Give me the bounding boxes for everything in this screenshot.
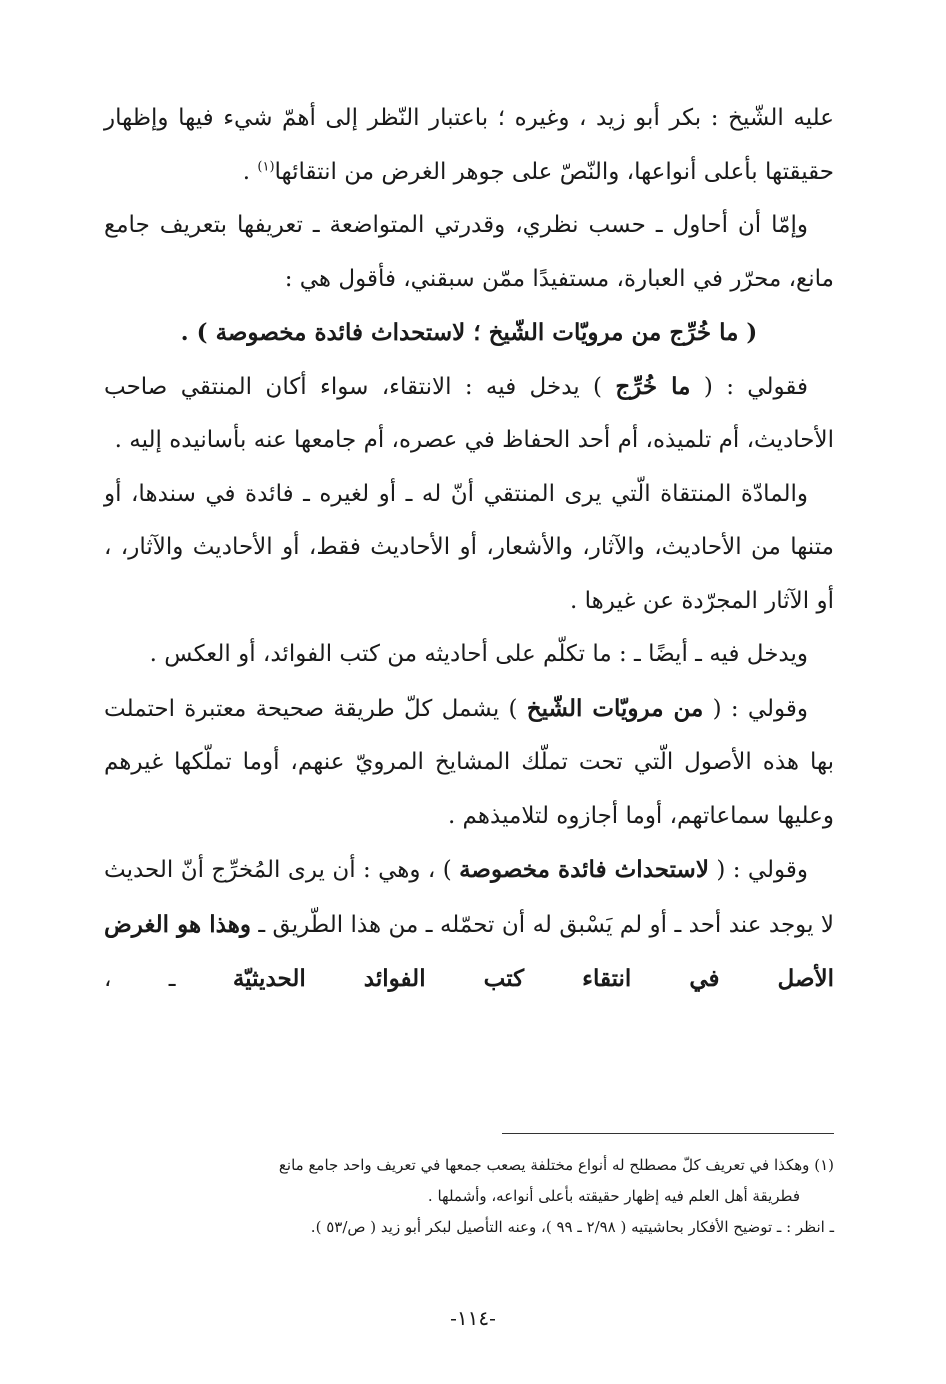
main-text <box>104 92 834 1007</box>
paragraph-7-lead: وقولي : ( <box>716 857 808 883</box>
paragraph-2: وإمّا أن أحاول ـ حسب نظري، وقدرتي المتواضعة ـ تعريفها بتعريف جامع مانع، محرّر في العبارة، مستفيدًا ممّن سبقني، فأقول هي : <box>104 212 834 292</box>
paragraph-7-text: ) ، وهي : أن يرى المُخرِّج أنّ الحديث لا يوجد عند أحد ـ أو لم يَسْبق له أن تحمّله ـ من هذا الطّريق ـ <box>104 857 835 938</box>
paragraph-3-term: ما خُرِّج <box>615 372 691 400</box>
footnotes <box>104 1150 834 1243</box>
footnote-1-marker: (١) <box>814 1156 834 1174</box>
paragraph-6 <box>104 682 834 844</box>
page-number: -١١٤- <box>450 1306 496 1330</box>
paragraph-6-lead: وقولي : ( <box>712 695 809 722</box>
paragraph-6-text: ) يشمل كلّ طريقة صحيحة معتبرة احتملت بها هذه الأصول الّتي تحت تملّك المشايخ المرويّ عنهم، أوما تملّكها غيرهم وعليها سماعاتهم، أوما أجازوه لتلاميذهم . <box>104 695 834 829</box>
paragraph-1-text: عليه الشّيخ : بكر أبو زيد ، وغيره ؛ باعتبار النّظر إلى أهمّ شيء فيها وإظهار حقيقتها بأعلى أنواعها، والنّصّ على جوهر الغرض من انتقائها <box>104 105 834 185</box>
footnote-1-line-1: وهكذا في تعريف كلّ مصطلح له أنواع مختلفة يصعب جمعها في تعريف واحد جامع مانع <box>278 1156 810 1174</box>
paragraph-7-end: ـ ، <box>104 966 176 992</box>
paragraph-5: ويدخل فيه ـ أيضًا ـ : ما تكلّم على أحاديثه من كتب الفوائد، أو العكس . <box>149 641 808 667</box>
paragraph-4: والمادّة المنتقاة الّتي يرى المنتقي أنّ له ـ أو لغيره ـ فائدة في سندها، أو متنها من الأحاديث، والآثار، والأشعار، أو الأحاديث فقط، أو الأحاديث والآثار، ، أو الآثار المجرّدة عن غيرها . <box>104 480 834 614</box>
paragraph-3-text: ) يدخل فيه : الانتقاء، سواء أكان المنتقي صاحب الأحاديث، أم تلميذه، أم أحد الحفاظ في عصره، أم جامعها عنه بأسانيده إليه . <box>104 373 834 453</box>
footnote-1-line-3: ـ انظر : ـ توضيح الأفكار بحاشيتيه ( ٢/٩٨ ـ ٩٩ )، وعنه التأصيل لبكر أبو زيد ( ص/٥٣ ). <box>310 1218 834 1236</box>
paragraph-7-term: لاستحداث فائدة مخصوصة <box>459 856 709 883</box>
paragraph-1 <box>104 92 834 199</box>
footnote-divider <box>502 1133 834 1134</box>
paragraph-3-lead: فقولي : ( <box>703 373 808 400</box>
paragraph-7 <box>104 843 834 1007</box>
paragraph-7-emphasis: وهذا هو الغرض الأصل في انتقاء كتب الفوائد الحديثيّة <box>104 910 834 992</box>
paragraph-1-end: . <box>242 158 251 185</box>
definition-statement: ( ما خُرِّج من مرويّات الشّيخ ؛ لاستحداث فائدة مخصوصة ) . <box>180 319 758 346</box>
footnote-ref-1[interactable]: (١) <box>257 158 275 174</box>
footnote-1-line-2: فطريقة أهل العلم فيه إظهار حقيقته بأعلى أنواعه، وأشملها . <box>427 1187 800 1205</box>
paragraph-6-term: من مرويّات الشّيخ <box>526 694 704 722</box>
paragraph-3 <box>104 360 834 468</box>
footnote-1 <box>104 1150 834 1181</box>
